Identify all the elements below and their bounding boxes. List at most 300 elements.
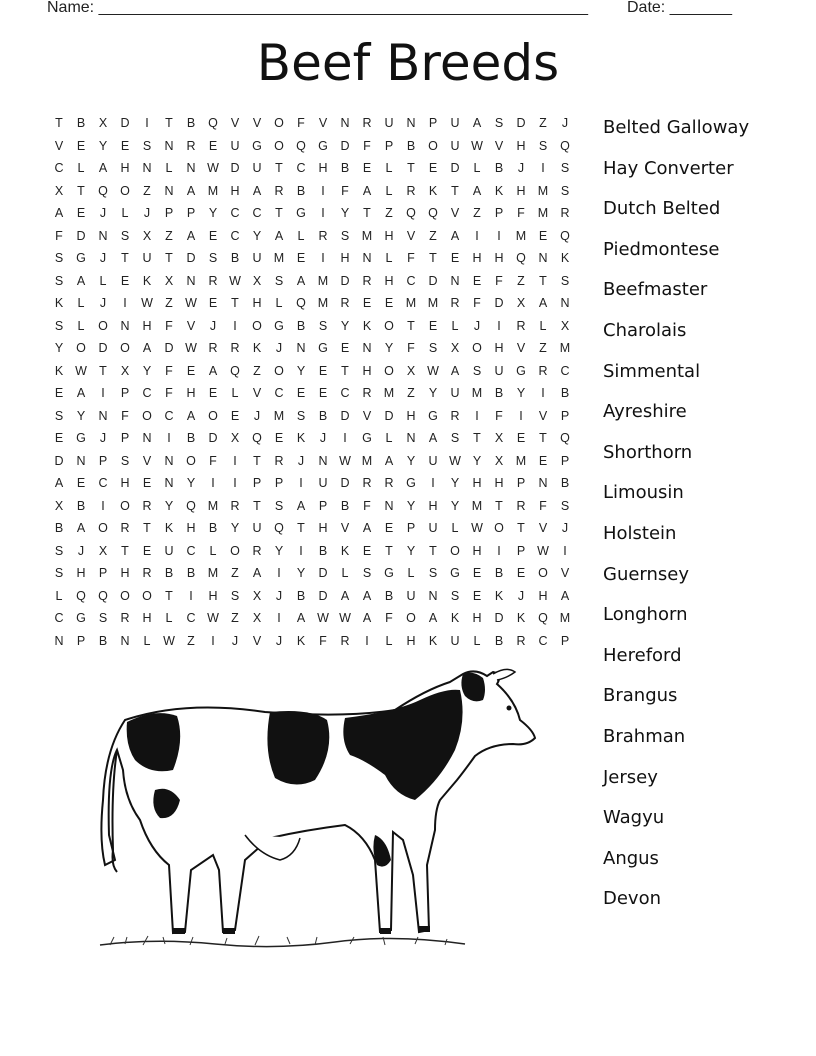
grid-letter[interactable]: S	[274, 273, 284, 288]
grid-letter[interactable]: P	[120, 386, 130, 400]
grid-letter[interactable]: U	[142, 251, 152, 265]
grid-letter[interactable]: H	[516, 138, 526, 153]
grid-letter[interactable]: D	[208, 431, 218, 445]
grid-letter[interactable]: I	[541, 161, 545, 175]
grid-letter[interactable]: O	[142, 408, 152, 423]
grid-letter[interactable]: K	[142, 273, 152, 288]
grid-letter[interactable]: E	[186, 363, 196, 378]
grid-letter[interactable]: K	[428, 633, 438, 648]
grid-letter[interactable]: O	[186, 453, 196, 468]
grid-letter[interactable]: M	[515, 453, 527, 468]
grid-letter[interactable]: L	[385, 183, 393, 198]
grid-letter[interactable]: G	[252, 138, 262, 153]
grid-letter[interactable]: L	[385, 161, 393, 175]
grid-letter[interactable]: V	[142, 453, 152, 468]
grid-letter[interactable]: W	[339, 611, 351, 625]
grid-letter[interactable]: L	[275, 296, 283, 310]
grid-letter[interactable]: E	[362, 543, 372, 558]
grid-letter[interactable]: G	[318, 138, 328, 153]
grid-letter[interactable]: Z	[539, 116, 547, 130]
grid-letter[interactable]: L	[297, 228, 305, 243]
grid-letter[interactable]: O	[384, 363, 394, 378]
grid-letter[interactable]: B	[296, 183, 306, 198]
grid-letter[interactable]: T	[143, 521, 151, 535]
grid-letter[interactable]: N	[560, 296, 570, 310]
grid-letter[interactable]: B	[164, 566, 174, 580]
grid-letter[interactable]: E	[538, 453, 548, 468]
grid-letter[interactable]: X	[252, 611, 262, 625]
grid-letter[interactable]: B	[186, 566, 196, 580]
grid-letter[interactable]: B	[98, 633, 108, 648]
grid-letter[interactable]: C	[186, 543, 196, 558]
grid-letter[interactable]: N	[538, 476, 548, 490]
grid-letter[interactable]: H	[230, 183, 240, 198]
grid-letter[interactable]: M	[559, 341, 571, 355]
grid-letter[interactable]: I	[277, 611, 281, 625]
grid-letter[interactable]: S	[450, 588, 460, 603]
grid-letter[interactable]: U	[428, 521, 438, 535]
grid-letter[interactable]: H	[208, 588, 218, 603]
grid-letter[interactable]: T	[407, 161, 415, 175]
grid-letter[interactable]: O	[98, 318, 108, 333]
grid-letter[interactable]: M	[273, 408, 285, 423]
grid-letter[interactable]: I	[365, 633, 369, 648]
grid-letter[interactable]: G	[274, 318, 284, 333]
grid-letter[interactable]: H	[406, 408, 416, 423]
grid-letter[interactable]: Q	[538, 611, 548, 625]
grid-letter[interactable]: H	[516, 183, 526, 198]
grid-letter[interactable]: V	[450, 206, 460, 220]
grid-letter[interactable]: A	[384, 453, 394, 468]
grid-letter[interactable]: J	[231, 633, 239, 648]
grid-letter[interactable]: Y	[186, 476, 196, 490]
grid-letter[interactable]: T	[77, 183, 85, 198]
grid-letter[interactable]: C	[406, 273, 416, 288]
grid-letter[interactable]: S	[54, 566, 64, 580]
grid-letter[interactable]: X	[450, 341, 460, 355]
grid-letter[interactable]: O	[274, 363, 284, 378]
grid-letter[interactable]: H	[252, 296, 262, 310]
grid-letter[interactable]: F	[407, 341, 415, 355]
grid-letter[interactable]: D	[186, 251, 196, 265]
grid-letter[interactable]: I	[343, 431, 347, 445]
grid-letter[interactable]: J	[253, 408, 261, 423]
grid-letter[interactable]: E	[230, 408, 240, 423]
grid-letter[interactable]: M	[515, 228, 527, 243]
grid-letter[interactable]: T	[231, 296, 239, 310]
grid-letter[interactable]: R	[516, 633, 526, 648]
grid-letter[interactable]: S	[560, 183, 570, 198]
grid-letter[interactable]: V	[252, 116, 262, 130]
grid-letter[interactable]: C	[230, 228, 240, 243]
grid-letter[interactable]: S	[98, 611, 108, 625]
grid-letter[interactable]: S	[54, 251, 64, 265]
grid-letter[interactable]: A	[98, 161, 108, 175]
grid-letter[interactable]: R	[252, 543, 262, 558]
name-field[interactable]: Name: _______________________________________________________	[47, 0, 588, 16]
grid-letter[interactable]: R	[406, 183, 416, 198]
grid-letter[interactable]: T	[121, 543, 129, 558]
grid-letter[interactable]: L	[165, 611, 173, 625]
grid-letter[interactable]: Y	[450, 476, 460, 490]
grid-letter[interactable]: V	[186, 318, 196, 333]
grid-letter[interactable]: J	[561, 521, 569, 535]
grid-letter[interactable]: W	[75, 363, 87, 378]
grid-letter[interactable]: V	[494, 138, 504, 153]
grid-letter[interactable]: P	[560, 408, 570, 423]
grid-letter[interactable]: Z	[407, 386, 415, 400]
grid-letter[interactable]: R	[340, 633, 350, 648]
grid-letter[interactable]: N	[54, 633, 64, 648]
grid-letter[interactable]: M	[273, 251, 285, 265]
grid-letter[interactable]: J	[561, 116, 569, 130]
grid-letter[interactable]: P	[318, 498, 328, 513]
grid-letter[interactable]: S	[494, 116, 504, 130]
grid-letter[interactable]: J	[297, 453, 305, 468]
grid-letter[interactable]: D	[340, 476, 350, 490]
grid-letter[interactable]: T	[275, 161, 283, 175]
grid-letter[interactable]: V	[252, 386, 262, 400]
grid-letter[interactable]: O	[274, 138, 284, 153]
grid-letter[interactable]: O	[98, 521, 108, 535]
grid-letter[interactable]: K	[494, 588, 504, 603]
grid-letter[interactable]: Y	[76, 408, 86, 423]
grid-letter[interactable]: Q	[560, 431, 570, 445]
grid-letter[interactable]: E	[428, 161, 438, 175]
grid-letter[interactable]: Q	[230, 363, 240, 378]
grid-letter[interactable]: H	[340, 251, 350, 265]
grid-letter[interactable]: W	[207, 161, 219, 175]
grid-letter[interactable]: R	[362, 476, 372, 490]
grid-letter[interactable]: D	[428, 273, 438, 288]
grid-letter[interactable]: N	[450, 273, 460, 288]
grid-letter[interactable]: W	[141, 296, 153, 310]
grid-letter[interactable]: J	[143, 206, 151, 220]
grid-letter[interactable]: L	[55, 588, 63, 603]
grid-letter[interactable]: U	[230, 138, 240, 153]
grid-letter[interactable]: J	[99, 206, 107, 220]
grid-letter[interactable]: T	[473, 431, 481, 445]
grid-letter[interactable]: R	[208, 273, 218, 288]
grid-letter[interactable]: D	[76, 228, 86, 243]
grid-letter[interactable]: B	[340, 161, 350, 175]
grid-letter[interactable]: T	[517, 521, 525, 535]
grid-letter[interactable]: H	[120, 161, 130, 175]
grid-letter[interactable]: U	[252, 251, 262, 265]
grid-letter[interactable]: H	[318, 521, 328, 535]
grid-letter[interactable]: H	[362, 363, 372, 378]
grid-letter[interactable]: D	[120, 116, 130, 130]
grid-letter[interactable]: H	[494, 341, 504, 355]
grid-letter[interactable]: B	[406, 138, 416, 153]
grid-letter[interactable]: X	[164, 273, 174, 288]
grid-letter[interactable]: D	[450, 161, 460, 175]
grid-letter[interactable]: W	[471, 521, 483, 535]
grid-letter[interactable]: F	[341, 183, 349, 198]
grid-letter[interactable]: F	[209, 453, 217, 468]
grid-letter[interactable]: D	[54, 453, 64, 468]
grid-letter[interactable]: G	[76, 611, 86, 625]
grid-letter[interactable]: L	[99, 273, 107, 288]
grid-letter[interactable]: W	[339, 453, 351, 468]
grid-letter[interactable]: I	[145, 116, 149, 130]
grid-letter[interactable]: S	[560, 498, 570, 513]
grid-letter[interactable]: F	[495, 273, 503, 288]
grid-letter[interactable]: H	[142, 318, 152, 333]
grid-letter[interactable]: F	[363, 498, 371, 513]
grid-letter[interactable]: P	[560, 453, 570, 468]
grid-letter[interactable]: P	[560, 633, 570, 648]
grid-letter[interactable]: R	[318, 228, 328, 243]
grid-letter[interactable]: Y	[450, 498, 460, 513]
grid-letter[interactable]: T	[275, 206, 283, 220]
grid-letter[interactable]: P	[120, 431, 130, 445]
grid-letter[interactable]: Q	[76, 588, 86, 603]
grid-letter[interactable]: X	[494, 431, 504, 445]
grid-letter[interactable]: N	[362, 341, 372, 355]
grid-letter[interactable]: A	[296, 611, 306, 625]
grid-letter[interactable]: Y	[384, 341, 394, 355]
grid-letter[interactable]: Z	[165, 228, 173, 243]
grid-letter[interactable]: E	[428, 318, 438, 333]
grid-letter[interactable]: G	[406, 476, 416, 490]
grid-letter[interactable]: E	[472, 588, 482, 603]
grid-letter[interactable]: K	[296, 431, 306, 445]
grid-letter[interactable]: T	[253, 498, 261, 513]
grid-letter[interactable]: P	[516, 476, 526, 490]
grid-letter[interactable]: L	[121, 206, 129, 220]
grid-letter[interactable]: A	[76, 521, 86, 535]
grid-letter[interactable]: L	[385, 633, 393, 648]
grid-letter[interactable]: J	[319, 431, 327, 445]
grid-letter[interactable]: N	[98, 228, 108, 243]
grid-letter[interactable]: C	[54, 161, 64, 175]
grid-letter[interactable]: G	[76, 251, 86, 265]
grid-letter[interactable]: T	[363, 206, 371, 220]
grid-letter[interactable]: K	[54, 296, 64, 310]
grid-letter[interactable]: V	[560, 566, 570, 580]
grid-letter[interactable]: H	[120, 476, 130, 490]
grid-letter[interactable]: C	[340, 386, 350, 400]
grid-letter[interactable]: B	[340, 498, 350, 513]
grid-letter[interactable]: D	[318, 566, 328, 580]
grid-letter[interactable]: P	[252, 476, 262, 490]
grid-letter[interactable]: D	[318, 588, 328, 603]
grid-letter[interactable]: H	[76, 566, 86, 580]
grid-letter[interactable]: N	[142, 161, 152, 175]
grid-letter[interactable]: N	[186, 273, 196, 288]
grid-letter[interactable]: L	[341, 566, 349, 580]
grid-letter[interactable]: K	[296, 633, 306, 648]
grid-letter[interactable]: E	[472, 273, 482, 288]
grid-letter[interactable]: B	[208, 521, 218, 535]
grid-letter[interactable]: V	[54, 138, 64, 153]
grid-letter[interactable]: A	[54, 206, 64, 220]
grid-letter[interactable]: W	[471, 138, 483, 153]
grid-letter[interactable]: Z	[253, 363, 261, 378]
grid-letter[interactable]: I	[563, 543, 567, 558]
grid-letter[interactable]: Q	[252, 431, 262, 445]
grid-letter[interactable]: T	[55, 116, 63, 130]
grid-letter[interactable]: B	[494, 566, 504, 580]
grid-letter[interactable]: M	[361, 228, 373, 243]
grid-letter[interactable]: N	[164, 183, 174, 198]
grid-letter[interactable]: L	[385, 431, 393, 445]
grid-letter[interactable]: G	[362, 431, 372, 445]
grid-letter[interactable]: R	[142, 498, 152, 513]
grid-letter[interactable]: L	[165, 161, 173, 175]
grid-letter[interactable]: V	[406, 228, 416, 243]
grid-letter[interactable]: T	[429, 251, 437, 265]
grid-letter[interactable]: K	[252, 341, 262, 355]
grid-letter[interactable]: R	[450, 296, 460, 310]
grid-letter[interactable]: Q	[274, 521, 284, 535]
grid-letter[interactable]: R	[208, 341, 218, 355]
grid-letter[interactable]: Q	[406, 206, 416, 220]
grid-letter[interactable]: R	[142, 566, 152, 580]
grid-letter[interactable]: N	[538, 251, 548, 265]
grid-letter[interactable]: I	[519, 408, 523, 423]
grid-letter[interactable]: T	[385, 543, 393, 558]
grid-letter[interactable]: L	[539, 318, 547, 333]
grid-letter[interactable]: K	[494, 183, 504, 198]
grid-letter[interactable]: I	[277, 566, 281, 580]
grid-letter[interactable]: X	[98, 116, 108, 130]
grid-letter[interactable]: B	[494, 633, 504, 648]
grid-letter[interactable]: Y	[516, 386, 526, 400]
grid-letter[interactable]: H	[406, 633, 416, 648]
grid-letter[interactable]: R	[384, 476, 394, 490]
grid-letter[interactable]: A	[340, 588, 350, 603]
grid-letter[interactable]: Y	[472, 453, 482, 468]
grid-letter[interactable]: E	[120, 273, 130, 288]
grid-letter[interactable]: Z	[165, 296, 173, 310]
grid-letter[interactable]: S	[538, 138, 548, 153]
grid-letter[interactable]: E	[54, 386, 64, 400]
grid-letter[interactable]: E	[516, 431, 526, 445]
grid-letter[interactable]: X	[54, 183, 64, 198]
grid-letter[interactable]: J	[209, 318, 217, 333]
grid-letter[interactable]: L	[231, 386, 239, 400]
grid-letter[interactable]: A	[296, 273, 306, 288]
grid-letter[interactable]: P	[516, 543, 526, 558]
grid-letter[interactable]: O	[538, 566, 548, 580]
grid-letter[interactable]: E	[362, 161, 372, 175]
grid-letter[interactable]: A	[76, 386, 86, 400]
grid-letter[interactable]: S	[362, 566, 372, 580]
grid-letter[interactable]: Y	[274, 543, 284, 558]
grid-letter[interactable]: A	[538, 296, 548, 310]
grid-letter[interactable]: A	[450, 363, 460, 378]
grid-letter[interactable]: O	[120, 341, 130, 355]
grid-letter[interactable]: J	[517, 588, 525, 603]
grid-letter[interactable]: E	[142, 543, 152, 558]
grid-letter[interactable]: W	[185, 341, 197, 355]
grid-letter[interactable]: I	[233, 476, 237, 490]
grid-letter[interactable]: Q	[186, 498, 196, 513]
grid-letter[interactable]: E	[362, 296, 372, 310]
grid-letter[interactable]: L	[407, 566, 415, 580]
grid-letter[interactable]: C	[252, 206, 262, 220]
grid-letter[interactable]: I	[475, 228, 479, 243]
grid-letter[interactable]: R	[362, 273, 372, 288]
grid-letter[interactable]: W	[229, 273, 241, 288]
grid-letter[interactable]: G	[428, 408, 438, 423]
grid-letter[interactable]: T	[297, 521, 305, 535]
grid-letter[interactable]: E	[208, 296, 218, 310]
grid-letter[interactable]: O	[428, 138, 438, 153]
grid-letter[interactable]: N	[164, 138, 174, 153]
grid-letter[interactable]: F	[55, 228, 63, 243]
grid-letter[interactable]: X	[252, 588, 262, 603]
grid-letter[interactable]: Q	[560, 138, 570, 153]
grid-letter[interactable]: M	[559, 611, 571, 625]
grid-letter[interactable]: K	[428, 183, 438, 198]
grid-letter[interactable]: Q	[208, 116, 218, 130]
grid-letter[interactable]: D	[340, 273, 350, 288]
grid-letter[interactable]: F	[539, 498, 547, 513]
grid-letter[interactable]: N	[164, 476, 174, 490]
grid-letter[interactable]: L	[143, 633, 151, 648]
grid-letter[interactable]: Y	[98, 138, 108, 153]
grid-letter[interactable]: B	[318, 408, 328, 423]
grid-letter[interactable]: A	[362, 521, 372, 535]
grid-letter[interactable]: U	[450, 116, 460, 130]
grid-letter[interactable]: I	[233, 453, 237, 468]
grid-letter[interactable]: S	[450, 431, 460, 445]
grid-letter[interactable]: G	[318, 341, 328, 355]
grid-letter[interactable]: C	[164, 408, 174, 423]
grid-letter[interactable]: I	[299, 543, 303, 558]
grid-letter[interactable]: I	[497, 228, 501, 243]
grid-letter[interactable]: E	[340, 341, 350, 355]
grid-letter[interactable]: L	[451, 318, 459, 333]
grid-letter[interactable]: Q	[296, 296, 306, 310]
grid-letter[interactable]: F	[385, 611, 393, 625]
grid-letter[interactable]: Z	[473, 206, 481, 220]
grid-letter[interactable]: U	[406, 588, 416, 603]
grid-letter[interactable]: J	[99, 251, 107, 265]
grid-letter[interactable]: O	[494, 521, 504, 535]
grid-letter[interactable]: F	[363, 138, 371, 153]
grid-letter[interactable]: Q	[98, 588, 108, 603]
grid-letter[interactable]: B	[54, 521, 64, 535]
grid-letter[interactable]: V	[538, 521, 548, 535]
grid-letter[interactable]: A	[296, 498, 306, 513]
grid-letter[interactable]: I	[497, 318, 501, 333]
grid-letter[interactable]: T	[165, 588, 173, 603]
grid-letter[interactable]: I	[211, 633, 215, 648]
grid-letter[interactable]: E	[384, 296, 394, 310]
grid-letter[interactable]: R	[516, 318, 526, 333]
grid-letter[interactable]: E	[296, 251, 306, 265]
grid-letter[interactable]: U	[252, 161, 262, 175]
grid-letter[interactable]: A	[252, 183, 262, 198]
grid-letter[interactable]: M	[405, 296, 417, 310]
grid-letter[interactable]: C	[230, 206, 240, 220]
grid-letter[interactable]: G	[296, 206, 306, 220]
grid-letter[interactable]: O	[142, 588, 152, 603]
grid-letter[interactable]: S	[120, 228, 130, 243]
grid-letter[interactable]: H	[428, 498, 438, 513]
grid-letter[interactable]: Z	[539, 341, 547, 355]
grid-letter[interactable]: L	[385, 251, 393, 265]
grid-letter[interactable]: P	[76, 633, 86, 648]
grid-letter[interactable]: S	[472, 363, 482, 378]
grid-letter[interactable]: X	[494, 453, 504, 468]
grid-letter[interactable]: R	[274, 183, 284, 198]
grid-letter[interactable]: M	[537, 206, 549, 220]
